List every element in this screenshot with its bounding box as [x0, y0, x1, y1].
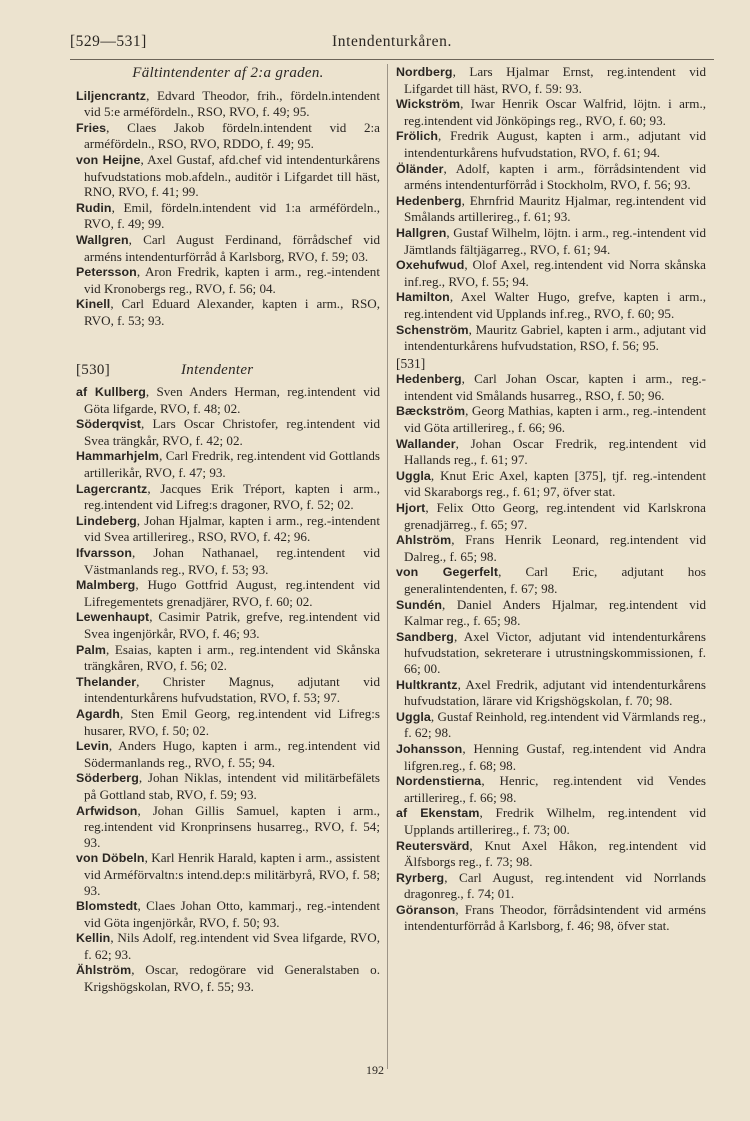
entry — [396, 709, 706, 741]
entry-name: Levin — [76, 739, 109, 754]
section-heading-intendenter — [76, 363, 380, 379]
entry-text: , Henning Gustaf, reg.intendent vid Andra lifgren.reg., f. 68; 98. — [404, 740, 706, 773]
entry-name: Hamilton — [396, 290, 450, 305]
entry-name: Lindeberg — [76, 513, 137, 528]
left-column — [76, 64, 380, 995]
entry-name: Fries — [76, 120, 107, 135]
section-title-faltintendenter: Fältintendenter af 2:a graden. — [132, 65, 324, 81]
entry — [76, 770, 380, 802]
entry-text: , Aron Fredrik, kapten i arm., reg.-intendent vid Kronobergs reg., RVO, f. 56; 04. — [84, 264, 380, 296]
entry — [396, 322, 706, 354]
entry — [396, 838, 706, 870]
entry-name: Hedenberg — [396, 193, 462, 208]
entry-text: , Mauritz Gabriel, kapten i arm., adjutant vid intendenturkårens hufvudstation, RSO, f. 56; 95. — [404, 321, 706, 354]
entry — [76, 706, 380, 738]
entry-name: Sundén — [396, 597, 443, 612]
entry — [396, 193, 706, 225]
entry — [396, 64, 706, 96]
entry-name: von Döbeln — [76, 851, 145, 866]
entry-text: , Iwar Henrik Oscar Walfrid, löjtn. i arm., reg.intendent vid Jönköpings reg., RVO, f. 60; 93. — [404, 96, 706, 128]
entry-name: Lagercrantz — [76, 481, 148, 496]
section-marker-531: [531] — [396, 355, 426, 371]
entry — [396, 773, 706, 805]
entry-name: Kinell — [76, 297, 111, 312]
entry-text: , Carl August Ferdinand, förrådschef vid arméns intendenturförråd å Karlsborg, RVO, f. 59; 03. — [84, 231, 380, 264]
entry-name: Hallgren — [396, 225, 447, 240]
entry-text: , Axel Fredrik, adjutant vid intendenturkårens hufvudstation, lärare vid Krigshögskolan, f. 70; 98. — [404, 676, 706, 709]
entry-text: , Axel Gustaf, afd.chef vid intendenturkårens hufvudstations mob.afdeln., auditör i Lifgardet till häst, RNO, RVO, f. 41; 99. — [84, 151, 380, 200]
entry — [396, 500, 706, 532]
entry-text: , Emil, fördeln.intendent vid 1:a arméfördeln., RVO, f. 49; 99. — [84, 199, 380, 232]
intendenter-list — [76, 384, 380, 995]
entry-text: , Hugo Gottfrid August, reg.intendent vid Lifregementets grenadjärer, RVO, f. 60; 02. — [84, 577, 380, 609]
entry-text: , Claes Johan Otto, kammarj., reg.-intendent vid Göta ingenjörkår, RVO, f. 50; 93. — [84, 898, 380, 930]
intendenter-list-continued — [396, 64, 706, 354]
entry-name: Petersson — [76, 265, 137, 280]
entry — [396, 289, 706, 321]
entry-name: Öländer — [396, 161, 444, 176]
entry-name: Nordberg — [396, 65, 453, 79]
entry-text: , Johan Niklas, intendent vid militärbefälets på Gottland stab, RVO, f. 59; 93. — [84, 770, 380, 802]
entry — [76, 513, 380, 545]
entry-text: , Axel Walter Hugo, grefve, kapten i arm., reg.intendent vid Upplands inf.reg., RVO, f. 60; 95. — [404, 289, 706, 321]
entry — [396, 677, 706, 709]
entry — [396, 225, 706, 257]
entry-name: Malmberg — [76, 578, 136, 593]
entry-text: , Claes Jakob fördeln.intendent vid 2:a arméfördeln., RSO, RVO, RDDO, f. 49; 95. — [84, 119, 380, 152]
entry-text: , Johan Gillis Samuel, kapten i arm., reg.intendent vid Kronprinsens husarreg., RVO, f. 54; 93. — [84, 802, 380, 850]
entry-name: Thelander — [76, 674, 137, 689]
entry-name: Arfwidson — [76, 803, 138, 818]
entry — [76, 930, 380, 962]
entry-text: , Karl Henrik Harald, kapten i arm., assistent vid Arméförvaltn:s intend.dep:s militärbyrå, RVO, f. 58; 93. — [84, 850, 380, 898]
entry-name: Ifvarsson — [76, 546, 132, 561]
section-number: [530] — [76, 361, 110, 378]
entry-text: , Daniel Anders Hjalmar, reg.intendent vid Kalmar reg., f. 65; 98. — [404, 596, 706, 629]
entry-text: , Gustaf Wilhelm, löjtn. i arm., reg.-intendent vid Jämtlands fältjägarreg., RVO, f. 61; 94. — [404, 224, 706, 257]
entry-text: , Carl Eric, adjutant hos generalintendenten, f. 67; 98. — [404, 564, 706, 596]
entry — [76, 88, 380, 120]
entry — [76, 642, 380, 674]
entry — [76, 416, 380, 448]
entry-name: Göranson — [396, 902, 456, 917]
entry-name: Ryrberg — [396, 870, 445, 885]
entry-name: von Gegerfelt — [396, 565, 499, 580]
entry-name: Bæckström — [396, 404, 466, 419]
page-title: Intendenturkåren. — [332, 33, 452, 50]
entry-text: , Georg Mathias, kapten i arm., reg.-intendent vid Göta artillerireg., f. 66; 96. — [404, 403, 706, 436]
entry-name: Hultkrantz — [396, 677, 458, 692]
entry — [76, 850, 380, 898]
entry — [396, 597, 706, 629]
entry-name: Ählström — [76, 963, 132, 978]
page-header — [70, 33, 714, 57]
entry — [396, 403, 706, 435]
entry — [76, 120, 380, 152]
entry — [396, 564, 706, 596]
entry-name: Kellin — [76, 931, 111, 946]
entry-text: , Felix Otto Georg, reg.intendent vid Karlskrona grenadjärreg., f. 65; 97. — [404, 500, 706, 532]
entry-text: , Knut Axel Håkon, reg.intendent vid Älfsborgs reg., f. 73; 98. — [404, 837, 706, 870]
entry-name: Johansson — [396, 741, 463, 756]
entry — [396, 436, 706, 468]
entry-name: Frölich — [396, 129, 439, 144]
entry — [396, 902, 706, 934]
entry-name: Agardh — [76, 706, 120, 721]
entry-name: Palm — [76, 642, 107, 657]
entry-text: , Knut Eric Axel, kapten [375], tjf. reg.-intendent vid Skaraborgs reg., f. 61; 97, öfver stat. — [404, 467, 706, 500]
entry-text: , Anders Hugo, kapten i arm., reg.intendent vid Södermanlands reg., RVO, f. 55; 94. — [84, 738, 380, 770]
entry-text: , Adolf, kapten i arm., förrådsintendent vid arméns intendenturförråd i Stockholm, RVO, f. 56; 93. — [404, 160, 706, 193]
entry-text: , Lars Oscar Christofer, reg.intendent vid Svea trängkår, RVO, f. 42; 02. — [84, 416, 380, 448]
entry-text: , Oscar, redogörare vid Generalstaben o. Krigshögskolan, RVO, f. 55; 93. — [84, 962, 380, 995]
entry — [76, 152, 380, 200]
entry — [396, 532, 706, 564]
entry-name: Nordenstierna — [396, 774, 482, 789]
entry — [76, 545, 380, 577]
entry-name: Blomstedt — [76, 899, 138, 914]
entry-name: Wallgren — [76, 232, 129, 247]
entry-text: , Johan Nathanael, reg.intendent vid Västmanlands reg., RVO, f. 53; 93. — [84, 545, 380, 577]
entry-text: , Sven Anders Herman, reg.intendent vid Göta lifgarde, RVO, f. 48; 02. — [84, 384, 380, 416]
entry-name: Söderqvist — [76, 417, 142, 432]
entry-name: Söderberg — [76, 771, 139, 786]
entry-text: , Carl Fredrik, reg.intendent vid Gottlands artillerikår, RVO, f. 47; 93. — [84, 448, 380, 481]
entry-name: Uggla — [396, 709, 431, 724]
intendenter-list-continued-2 — [396, 371, 706, 934]
entry — [396, 870, 706, 902]
entry-name: Liljencrantz — [76, 88, 147, 103]
entry — [76, 200, 380, 232]
entry — [396, 257, 706, 289]
entry-text: , Gustaf Reinhold, reg.intendent vid Värmlands reg., f. 62; 98. — [404, 708, 706, 741]
entry-name: Hammarhjelm — [76, 449, 160, 464]
entry — [76, 609, 380, 641]
entry — [396, 629, 706, 677]
entry-text: , Fredrik Wilhelm, reg.intendent vid Upplands artillerireg., f. 73; 00. — [404, 805, 706, 837]
entry-text: , Esaias, kapten i arm., reg.intendent vid Skånska trängkåren, RVO, f. 56; 02. — [84, 641, 380, 674]
entry-name: von Heijne — [76, 152, 141, 167]
entry-text: , Carl Johan Oscar, kapten i arm., reg.-intendent vid Smålands husarreg., RSO, f. 50; 96. — [404, 371, 706, 403]
entry-name: Wallander — [396, 436, 456, 451]
entry — [76, 448, 380, 480]
entry — [76, 384, 380, 416]
entry — [396, 161, 706, 193]
entry — [76, 898, 380, 930]
entry-name: Schenström — [396, 322, 469, 337]
entry-text: , Axel Victor, adjutant vid intendenturkårens hufvudstation, sekreterare i utrustningskommissionen, f. 66; 00. — [404, 628, 706, 676]
entry-name: Oxehufwud — [396, 258, 465, 273]
entry-name: Wickström — [396, 97, 461, 112]
entry-text: , Christer Magnus, adjutant vid intendenturkårens hufvudstation, RVO, f. 53; 97. — [84, 673, 380, 706]
entry-text: , Jacques Erik Tréport, kapten i arm., reg.intendent vid Lifreg:s dragoner, RVO, f. 52; 02. — [84, 480, 380, 513]
entry-name: Rudin — [76, 200, 112, 215]
entry-name: Uggla — [396, 468, 431, 483]
entry — [396, 96, 706, 128]
entry — [76, 232, 380, 264]
entry — [396, 128, 706, 160]
entry-text: , Sten Emil Georg, reg.intendent vid Lifreg:s husarer, RVO, f. 50; 02. — [84, 705, 380, 738]
section-gap — [76, 329, 380, 355]
entry-text: , Henric, reg.intendent vid Vendes artillerireg., f. 66; 98. — [404, 773, 706, 805]
entry-name: Sandberg — [396, 629, 454, 644]
entry-text: , Fredrik August, kapten i arm., adjutant vid intendenturkårens hufvudstation, RVO, f. 61; 94. — [404, 128, 706, 160]
entry — [76, 738, 380, 770]
entry-text: , Johan Hjalmar, kapten i arm., reg.-intendent vid Svea artillerireg., RSO, RVO, f. 42; 96. — [84, 512, 380, 545]
column-divider — [387, 64, 388, 1069]
entry — [396, 371, 706, 403]
faltintendenter-list — [76, 88, 380, 329]
entry-text: , Edvard Theodor, frih., fördeln.intendent vid 5:e arméfördeln., RSO, RVO, f. 49; 95. — [84, 87, 380, 120]
entry — [76, 481, 380, 513]
page-range: [529—531] — [70, 33, 147, 50]
entry — [76, 577, 380, 609]
entry — [76, 296, 380, 328]
section-title-intendenter: Intendenter — [181, 361, 254, 378]
entry — [396, 741, 706, 773]
entry-name: af Kullberg — [76, 385, 146, 400]
entry — [76, 674, 380, 706]
entry-text: , Frans Theodor, förrådsintendent vid arméns intendenturförråd å Karlsborg, f. 46; 98, öfver stat. — [404, 901, 706, 934]
entry — [396, 805, 706, 837]
entry-text: , Carl August, reg.intendent vid Norrlands dragonreg., f. 74; 01. — [404, 869, 706, 902]
entry-name: Reutersvärd — [396, 838, 470, 853]
entry — [76, 962, 380, 994]
entry-text: , Lars Hjalmar Ernst, reg.intendent vid Lifgardet till häst, RVO, f. 59: 93. — [404, 64, 706, 96]
entry-text: , Ehrnfrid Mauritz Hjalmar, reg.intendent vid Smålands artillerireg., f. 61; 93. — [404, 192, 706, 225]
right-column — [396, 64, 706, 934]
entry-name: af Ekenstam — [396, 806, 480, 821]
entry-name: Ahlström — [396, 533, 452, 548]
entry-text: , Johan Oscar Fredrik, reg.intendent vid Hallands reg., f. 61; 97. — [404, 435, 706, 468]
entry — [76, 803, 380, 851]
entry-text: , Casimir Patrik, grefve, reg.intendent vid Svea ingenjörkår, RVO, f. 46; 93. — [84, 609, 380, 641]
entry — [396, 468, 706, 500]
entry-name: Hedenberg — [396, 372, 462, 387]
entry-text: , Carl Eduard Alexander, kapten i arm., RSO, RVO, f. 53; 93. — [84, 296, 380, 328]
entry-text: , Olof Axel, reg.intendent vid Norra skånska inf.reg., RVO, f. 55; 94. — [404, 257, 706, 289]
entry-text: , Nils Adolf, reg.intendent vid Svea lifgarde, RVO, f. 62; 93. — [84, 930, 380, 962]
header-rule — [70, 59, 714, 60]
entry-text: , Frans Henrik Leonard, reg.intendent vid Dalreg., f. 65; 98. — [404, 532, 706, 564]
page-number: 192 — [366, 1063, 384, 1077]
entry-name: Hjort — [396, 501, 426, 516]
entry-name: Lewenhaupt — [76, 610, 150, 625]
entry — [76, 264, 380, 296]
